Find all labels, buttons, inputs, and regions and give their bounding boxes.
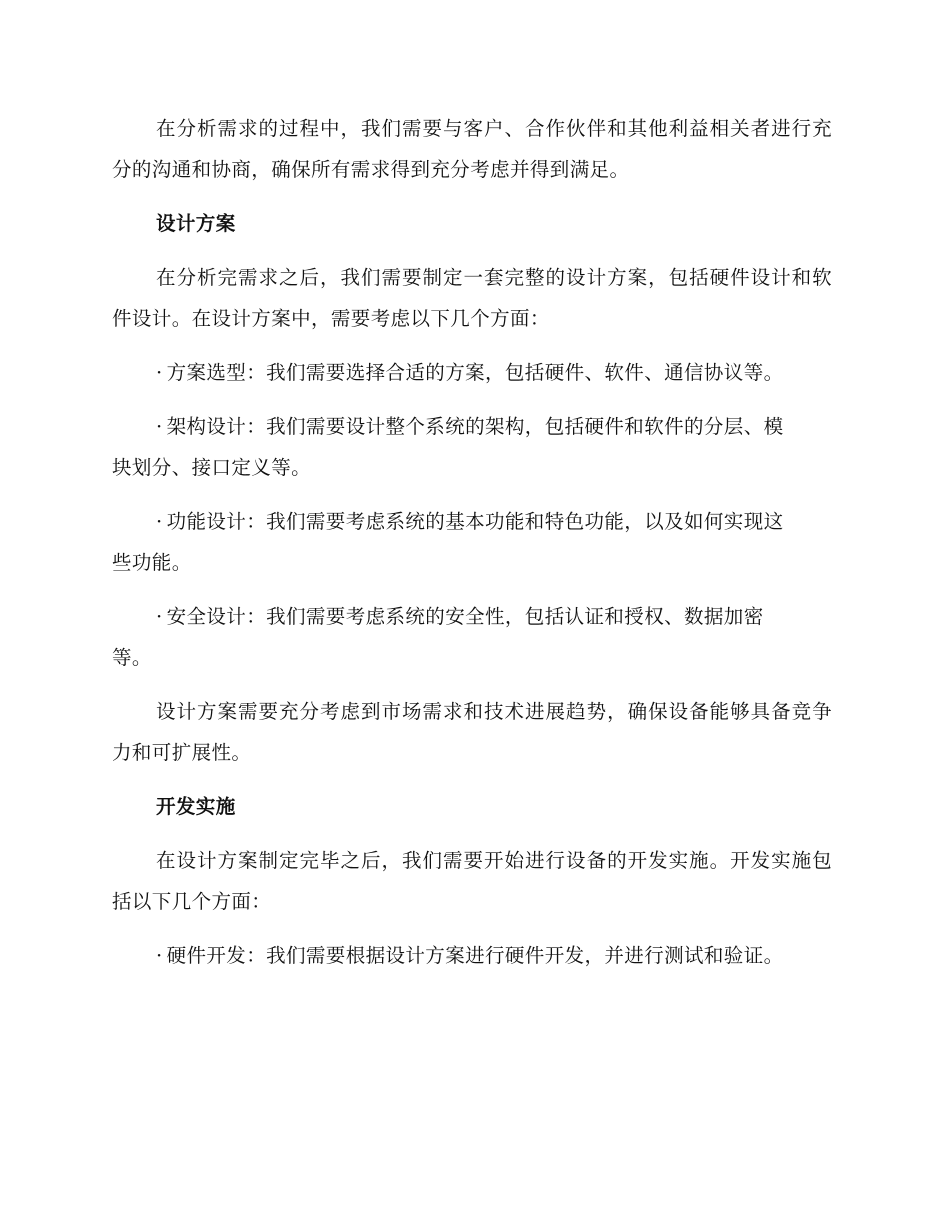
bullet-item-hardware-development xyxy=(112,935,832,976)
bullet-dot-icon: · xyxy=(156,605,163,628)
bullet-item-security-design xyxy=(112,596,832,678)
bullet-dot-icon: · xyxy=(156,361,163,384)
bullet-dot-icon: · xyxy=(156,944,163,967)
bullet-dot-icon: · xyxy=(156,510,163,533)
paragraph-development-intro: 在设计方案制定完毕之后，我们需要开始进行设备的开发实施。开发实施包括以下几个方面： xyxy=(112,849,832,913)
bullet-text: 架构设计：我们需要设计整个系统的架构，包括硬件和软件的分层、模块划分、接口定义等。 xyxy=(112,415,784,479)
bullet-dot-icon: · xyxy=(156,415,163,438)
document-page xyxy=(112,108,832,989)
bullet-item-architecture-design xyxy=(112,406,832,488)
bullet-text: 安全设计：我们需要考虑系统的安全性，包括认证和授权、数据加密等。 xyxy=(112,605,764,669)
paragraph-design-summary: 设计方案需要充分考虑到市场需求和技术进展趋势，确保设备能够具备竞争力和可扩展性。 xyxy=(112,700,832,764)
bullet-text: 硬件开发：我们需要根据设计方案进行硬件开发，并进行测试和验证。 xyxy=(166,944,784,967)
bullet-text: 方案选型：我们需要选择合适的方案，包括硬件、软件、通信协议等。 xyxy=(166,361,784,384)
bullet-item-function-design xyxy=(112,501,832,583)
section-heading-development: 开发实施 xyxy=(156,795,236,818)
paragraph-requirements-communication: 在分析需求的过程中，我们需要与客户、合作伙伴和其他利益相关者进行充分的沟通和协商，确保所有需求得到充分考虑并得到满足。 xyxy=(112,117,832,181)
bullet-item-solution-selection xyxy=(112,352,832,393)
section-heading-design: 设计方案 xyxy=(156,212,236,235)
bullet-text: 功能设计：我们需要考虑系统的基本功能和特色功能，以及如何实现这些功能。 xyxy=(112,510,784,574)
paragraph-design-intro: 在分析完需求之后，我们需要制定一套完整的设计方案，包括硬件设计和软件设计。在设计方案中，需要考虑以下几个方面： xyxy=(112,266,832,330)
